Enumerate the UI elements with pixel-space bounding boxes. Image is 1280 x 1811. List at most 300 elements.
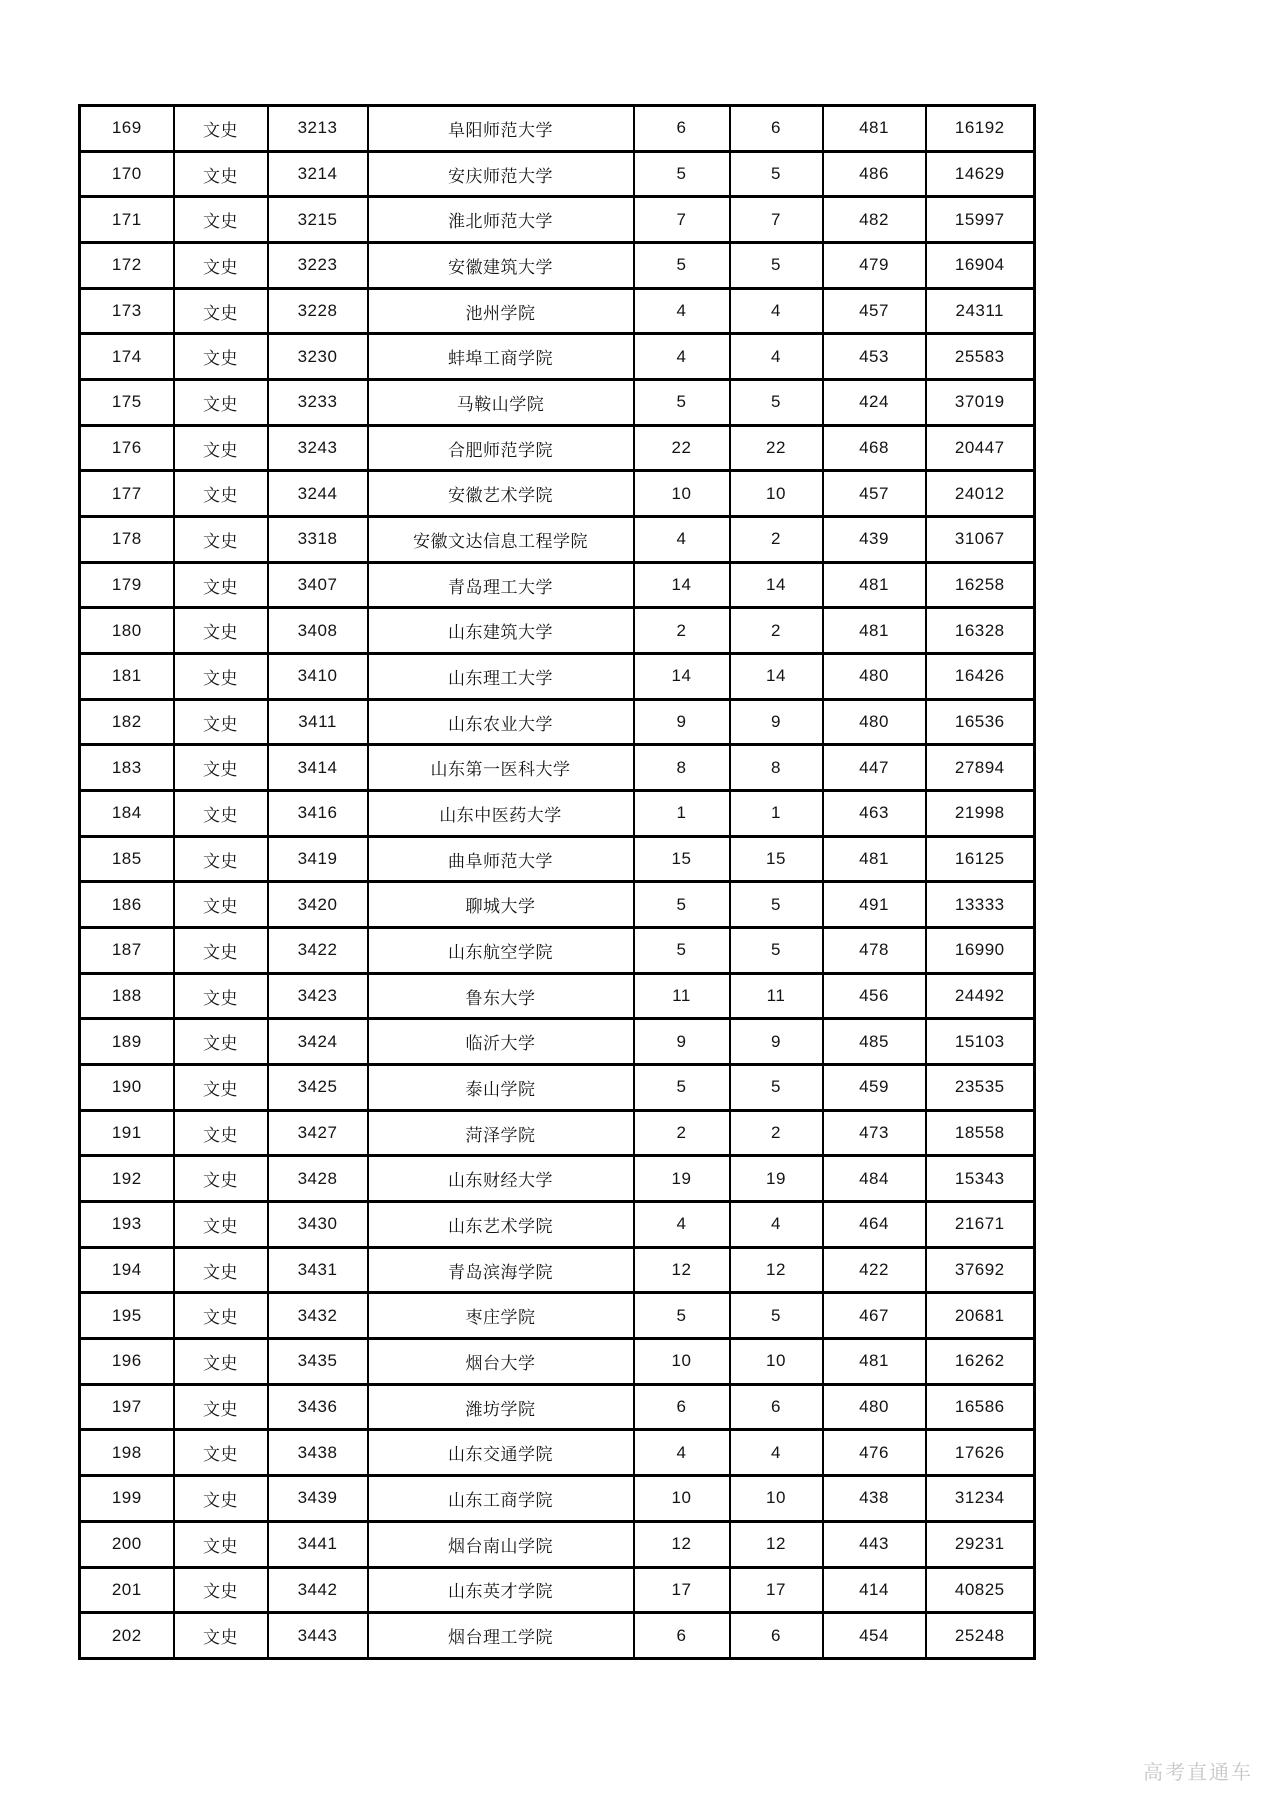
- table-cell: 9: [730, 699, 823, 745]
- table-row: [80, 1247, 1035, 1293]
- table-cell: 14629: [926, 151, 1035, 197]
- table-cell: 15103: [926, 1019, 1035, 1065]
- table-cell: 21998: [926, 791, 1035, 837]
- table-cell: 1: [730, 791, 823, 837]
- table-cell: 合肥师范学院: [368, 425, 634, 471]
- table-cell: 3435: [268, 1339, 368, 1385]
- table-cell: 170: [80, 151, 174, 197]
- table-cell: 文史: [174, 562, 268, 608]
- table-cell: 山东交通学院: [368, 1430, 634, 1476]
- table-cell: 175: [80, 380, 174, 426]
- table-cell: 16586: [926, 1384, 1035, 1430]
- table-cell: 烟台理工学院: [368, 1613, 634, 1659]
- table-cell: 鲁东大学: [368, 973, 634, 1019]
- table-cell: 池州学院: [368, 288, 634, 334]
- table-cell: 438: [823, 1476, 926, 1522]
- table-cell: 195: [80, 1293, 174, 1339]
- table-cell: 文史: [174, 1613, 268, 1659]
- table-cell: 197: [80, 1384, 174, 1430]
- table-cell: 文史: [174, 928, 268, 974]
- table-cell: 文史: [174, 1339, 268, 1385]
- table-row: [80, 1567, 1035, 1613]
- table-cell: 临沂大学: [368, 1019, 634, 1065]
- table-cell: 192: [80, 1156, 174, 1202]
- table-cell: 2: [730, 1110, 823, 1156]
- table-cell: 16258: [926, 562, 1035, 608]
- table-cell: 14: [634, 562, 730, 608]
- table-cell: 12: [730, 1521, 823, 1567]
- table-cell: 4: [730, 1430, 823, 1476]
- table-cell: 424: [823, 380, 926, 426]
- table-cell: 3244: [268, 471, 368, 517]
- table-cell: 5: [634, 151, 730, 197]
- table-cell: 文史: [174, 1567, 268, 1613]
- table-cell: 40825: [926, 1567, 1035, 1613]
- table-cell: 15: [634, 836, 730, 882]
- table-cell: 185: [80, 836, 174, 882]
- table-cell: 5: [730, 1293, 823, 1339]
- table-cell: 潍坊学院: [368, 1384, 634, 1430]
- table-cell: 文史: [174, 1384, 268, 1430]
- table-cell: 189: [80, 1019, 174, 1065]
- table-cell: 文史: [174, 1430, 268, 1476]
- table-row: [80, 517, 1035, 563]
- table-cell: 6: [730, 1613, 823, 1659]
- table-cell: 463: [823, 791, 926, 837]
- table-row: [80, 1293, 1035, 1339]
- table-cell: 5: [730, 151, 823, 197]
- table-cell: 24012: [926, 471, 1035, 517]
- table-cell: 山东理工大学: [368, 654, 634, 700]
- table-cell: 173: [80, 288, 174, 334]
- table-cell: 20447: [926, 425, 1035, 471]
- table-cell: 468: [823, 425, 926, 471]
- table-cell: 11: [730, 973, 823, 1019]
- table-cell: 阜阳师范大学: [368, 106, 634, 152]
- table-cell: 3213: [268, 106, 368, 152]
- table-cell: 16904: [926, 243, 1035, 289]
- table-cell: 10: [730, 1339, 823, 1385]
- table-cell: 3427: [268, 1110, 368, 1156]
- table-cell: 414: [823, 1567, 926, 1613]
- table-cell: 文史: [174, 380, 268, 426]
- table-cell: 459: [823, 1065, 926, 1111]
- table-cell: 457: [823, 288, 926, 334]
- table-cell: 29231: [926, 1521, 1035, 1567]
- table-cell: 14: [634, 654, 730, 700]
- table-cell: 422: [823, 1247, 926, 1293]
- table-cell: 467: [823, 1293, 926, 1339]
- table-cell: 200: [80, 1521, 174, 1567]
- table-cell: 481: [823, 106, 926, 152]
- table-cell: 3423: [268, 973, 368, 1019]
- table-cell: 202: [80, 1613, 174, 1659]
- table-cell: 安徽建筑大学: [368, 243, 634, 289]
- table-cell: 10: [634, 1339, 730, 1385]
- table-cell: 473: [823, 1110, 926, 1156]
- table-cell: 10: [634, 1476, 730, 1522]
- table-cell: 文史: [174, 1019, 268, 1065]
- table-cell: 184: [80, 791, 174, 837]
- table-cell: 安徽艺术学院: [368, 471, 634, 517]
- table-row: [80, 562, 1035, 608]
- table-cell: 2: [730, 608, 823, 654]
- table-cell: 文史: [174, 1065, 268, 1111]
- table-cell: 180: [80, 608, 174, 654]
- table-cell: 5: [634, 243, 730, 289]
- table-cell: 3436: [268, 1384, 368, 1430]
- table-cell: 188: [80, 973, 174, 1019]
- table-cell: 176: [80, 425, 174, 471]
- table-cell: 9: [634, 1019, 730, 1065]
- table-cell: 泰山学院: [368, 1065, 634, 1111]
- table-cell: 196: [80, 1339, 174, 1385]
- table-row: [80, 745, 1035, 791]
- table-row: [80, 288, 1035, 334]
- table-cell: 枣庄学院: [368, 1293, 634, 1339]
- table-cell: 2: [730, 517, 823, 563]
- table-row: [80, 1613, 1035, 1659]
- table-cell: 179: [80, 562, 174, 608]
- table-cell: 5: [730, 243, 823, 289]
- table-cell: 3233: [268, 380, 368, 426]
- table-cell: 16536: [926, 699, 1035, 745]
- table-cell: 蚌埠工商学院: [368, 334, 634, 380]
- table-cell: 4: [634, 1202, 730, 1248]
- table-row: [80, 334, 1035, 380]
- table-cell: 187: [80, 928, 174, 974]
- table-cell: 8: [634, 745, 730, 791]
- table-cell: 文史: [174, 654, 268, 700]
- table-cell: 13333: [926, 882, 1035, 928]
- table-cell: 山东英才学院: [368, 1567, 634, 1613]
- table-cell: 6: [634, 1613, 730, 1659]
- table-cell: 文史: [174, 836, 268, 882]
- table-cell: 172: [80, 243, 174, 289]
- table-row: [80, 791, 1035, 837]
- table-row: [80, 699, 1035, 745]
- table-cell: 169: [80, 106, 174, 152]
- table-cell: 4: [634, 334, 730, 380]
- table-cell: 7: [634, 197, 730, 243]
- table-cell: 19: [730, 1156, 823, 1202]
- table-cell: 481: [823, 836, 926, 882]
- table-row: [80, 1110, 1035, 1156]
- table-row: [80, 380, 1035, 426]
- table-cell: 456: [823, 973, 926, 1019]
- table-cell: 3215: [268, 197, 368, 243]
- table-cell: 3422: [268, 928, 368, 974]
- table-cell: 文史: [174, 973, 268, 1019]
- table-cell: 15: [730, 836, 823, 882]
- table-cell: 439: [823, 517, 926, 563]
- table-row: [80, 1476, 1035, 1522]
- table-cell: 191: [80, 1110, 174, 1156]
- table-cell: 443: [823, 1521, 926, 1567]
- table-cell: 484: [823, 1156, 926, 1202]
- table-cell: 457: [823, 471, 926, 517]
- table-cell: 16125: [926, 836, 1035, 882]
- table-cell: 烟台南山学院: [368, 1521, 634, 1567]
- table-cell: 文史: [174, 608, 268, 654]
- table-cell: 23535: [926, 1065, 1035, 1111]
- table-cell: 199: [80, 1476, 174, 1522]
- table-cell: 4: [634, 1430, 730, 1476]
- table-cell: 3424: [268, 1019, 368, 1065]
- table-cell: 8: [730, 745, 823, 791]
- table-cell: 16990: [926, 928, 1035, 974]
- table-cell: 476: [823, 1430, 926, 1476]
- table-cell: 3438: [268, 1430, 368, 1476]
- table-cell: 18558: [926, 1110, 1035, 1156]
- table-cell: 山东财经大学: [368, 1156, 634, 1202]
- table-cell: 480: [823, 1384, 926, 1430]
- table-cell: 2: [634, 1110, 730, 1156]
- table-cell: 3439: [268, 1476, 368, 1522]
- table-cell: 15343: [926, 1156, 1035, 1202]
- table-cell: 文史: [174, 791, 268, 837]
- table-cell: 青岛理工大学: [368, 562, 634, 608]
- table-cell: 14: [730, 562, 823, 608]
- table-cell: 12: [634, 1247, 730, 1293]
- table-cell: 37019: [926, 380, 1035, 426]
- table-cell: 12: [634, 1521, 730, 1567]
- table-cell: 淮北师范大学: [368, 197, 634, 243]
- table-cell: 17626: [926, 1430, 1035, 1476]
- table-cell: 文史: [174, 1521, 268, 1567]
- table-cell: 6: [634, 1384, 730, 1430]
- table-cell: 9: [634, 699, 730, 745]
- table-cell: 文史: [174, 1202, 268, 1248]
- table-body: [80, 106, 1035, 1659]
- table-cell: 22: [634, 425, 730, 471]
- table-cell: 10: [634, 471, 730, 517]
- table-cell: 25583: [926, 334, 1035, 380]
- table-cell: 3420: [268, 882, 368, 928]
- table-cell: 3228: [268, 288, 368, 334]
- table-cell: 10: [730, 1476, 823, 1522]
- table-cell: 3414: [268, 745, 368, 791]
- table-cell: 481: [823, 562, 926, 608]
- table-cell: 文史: [174, 288, 268, 334]
- table-cell: 3441: [268, 1521, 368, 1567]
- table-cell: 文史: [174, 1476, 268, 1522]
- table-row: [80, 1065, 1035, 1111]
- table-cell: 478: [823, 928, 926, 974]
- table-row: [80, 973, 1035, 1019]
- table-cell: 480: [823, 654, 926, 700]
- table-cell: 464: [823, 1202, 926, 1248]
- table-row: [80, 1019, 1035, 1065]
- table-row: [80, 882, 1035, 928]
- table-cell: 12: [730, 1247, 823, 1293]
- table-cell: 5: [634, 1293, 730, 1339]
- table-cell: 文史: [174, 1293, 268, 1339]
- table-cell: 480: [823, 699, 926, 745]
- table-cell: 3318: [268, 517, 368, 563]
- table-cell: 182: [80, 699, 174, 745]
- table-cell: 193: [80, 1202, 174, 1248]
- table-cell: 4: [634, 288, 730, 334]
- table-cell: 19: [634, 1156, 730, 1202]
- table-cell: 11: [634, 973, 730, 1019]
- table-row: [80, 151, 1035, 197]
- table-cell: 31234: [926, 1476, 1035, 1522]
- table-cell: 3408: [268, 608, 368, 654]
- table-row: [80, 106, 1035, 152]
- table-cell: 453: [823, 334, 926, 380]
- table-cell: 181: [80, 654, 174, 700]
- table-cell: 479: [823, 243, 926, 289]
- table-cell: 14: [730, 654, 823, 700]
- table-cell: 文史: [174, 106, 268, 152]
- table-cell: 文史: [174, 517, 268, 563]
- table-cell: 文史: [174, 425, 268, 471]
- table-cell: 16262: [926, 1339, 1035, 1385]
- table-cell: 5: [634, 882, 730, 928]
- table-cell: 3428: [268, 1156, 368, 1202]
- table-cell: 4: [634, 517, 730, 563]
- table-cell: 4: [730, 288, 823, 334]
- table-cell: 201: [80, 1567, 174, 1613]
- table-cell: 21671: [926, 1202, 1035, 1248]
- table-row: [80, 608, 1035, 654]
- table-cell: 17: [730, 1567, 823, 1613]
- table-cell: 烟台大学: [368, 1339, 634, 1385]
- watermark-text: 高考直通车: [1143, 1762, 1253, 1784]
- table-row: [80, 243, 1035, 289]
- table-cell: 9: [730, 1019, 823, 1065]
- table-cell: 文史: [174, 699, 268, 745]
- table-cell: 文史: [174, 243, 268, 289]
- table-row: [80, 425, 1035, 471]
- table-cell: 27894: [926, 745, 1035, 791]
- table-cell: 山东工商学院: [368, 1476, 634, 1522]
- table-cell: 5: [634, 1065, 730, 1111]
- table-cell: 3407: [268, 562, 368, 608]
- table-cell: 5: [730, 928, 823, 974]
- table-cell: 16192: [926, 106, 1035, 152]
- table-cell: 山东艺术学院: [368, 1202, 634, 1248]
- table-cell: 486: [823, 151, 926, 197]
- table-row: [80, 197, 1035, 243]
- admission-score-table: [78, 104, 1036, 1660]
- table-cell: 文史: [174, 1110, 268, 1156]
- table-cell: 菏泽学院: [368, 1110, 634, 1156]
- table-cell: 文史: [174, 1247, 268, 1293]
- table-row: [80, 1430, 1035, 1476]
- table-cell: 37692: [926, 1247, 1035, 1293]
- table-cell: 3230: [268, 334, 368, 380]
- table-row: [80, 1384, 1035, 1430]
- table-cell: 177: [80, 471, 174, 517]
- table-cell: 6: [634, 106, 730, 152]
- table-cell: 5: [634, 928, 730, 974]
- table-cell: 174: [80, 334, 174, 380]
- table-cell: 安庆师范大学: [368, 151, 634, 197]
- table-cell: 3432: [268, 1293, 368, 1339]
- table-cell: 198: [80, 1430, 174, 1476]
- table-cell: 文史: [174, 471, 268, 517]
- table-cell: 22: [730, 425, 823, 471]
- table-cell: 16328: [926, 608, 1035, 654]
- table-cell: 4: [730, 334, 823, 380]
- table-row: [80, 836, 1035, 882]
- table-row: [80, 928, 1035, 974]
- table-cell: 482: [823, 197, 926, 243]
- table-cell: 491: [823, 882, 926, 928]
- table-cell: 20681: [926, 1293, 1035, 1339]
- table-cell: 481: [823, 1339, 926, 1385]
- table-cell: 聊城大学: [368, 882, 634, 928]
- table-cell: 文史: [174, 745, 268, 791]
- table-cell: 7: [730, 197, 823, 243]
- table-cell: 文史: [174, 334, 268, 380]
- table-cell: 3410: [268, 654, 368, 700]
- table-cell: 194: [80, 1247, 174, 1293]
- table-cell: 31067: [926, 517, 1035, 563]
- table-cell: 171: [80, 197, 174, 243]
- table-cell: 山东航空学院: [368, 928, 634, 974]
- table-cell: 3425: [268, 1065, 368, 1111]
- table-cell: 3411: [268, 699, 368, 745]
- table-row: [80, 1339, 1035, 1385]
- table-row: [80, 1202, 1035, 1248]
- table-cell: 马鞍山学院: [368, 380, 634, 426]
- table-cell: 3223: [268, 243, 368, 289]
- table-cell: 曲阜师范大学: [368, 836, 634, 882]
- table-cell: 24311: [926, 288, 1035, 334]
- table-cell: 190: [80, 1065, 174, 1111]
- table-cell: 3214: [268, 151, 368, 197]
- table-cell: 5: [730, 882, 823, 928]
- table-cell: 447: [823, 745, 926, 791]
- table-cell: 3442: [268, 1567, 368, 1613]
- table-cell: 山东中医药大学: [368, 791, 634, 837]
- table-cell: 481: [823, 608, 926, 654]
- table-cell: 山东建筑大学: [368, 608, 634, 654]
- table-cell: 安徽文达信息工程学院: [368, 517, 634, 563]
- table-cell: 山东农业大学: [368, 699, 634, 745]
- table-cell: 485: [823, 1019, 926, 1065]
- table-row: [80, 471, 1035, 517]
- table-cell: 文史: [174, 1156, 268, 1202]
- table-cell: 183: [80, 745, 174, 791]
- table-cell: 青岛滨海学院: [368, 1247, 634, 1293]
- table-cell: 文史: [174, 151, 268, 197]
- table-cell: 2: [634, 608, 730, 654]
- table-cell: 5: [730, 380, 823, 426]
- table-cell: 4: [730, 1202, 823, 1248]
- table-cell: 24492: [926, 973, 1035, 1019]
- table-cell: 10: [730, 471, 823, 517]
- table-row: [80, 1521, 1035, 1567]
- table-cell: 17: [634, 1567, 730, 1613]
- table-cell: 178: [80, 517, 174, 563]
- table-cell: 1: [634, 791, 730, 837]
- table-cell: 6: [730, 1384, 823, 1430]
- table-row: [80, 1156, 1035, 1202]
- table-cell: 454: [823, 1613, 926, 1659]
- table-cell: 6: [730, 106, 823, 152]
- table-cell: 3243: [268, 425, 368, 471]
- table-cell: 25248: [926, 1613, 1035, 1659]
- table-cell: 3416: [268, 791, 368, 837]
- table-cell: 文史: [174, 882, 268, 928]
- table-cell: 文史: [174, 197, 268, 243]
- table-cell: 3443: [268, 1613, 368, 1659]
- table-cell: 5: [634, 380, 730, 426]
